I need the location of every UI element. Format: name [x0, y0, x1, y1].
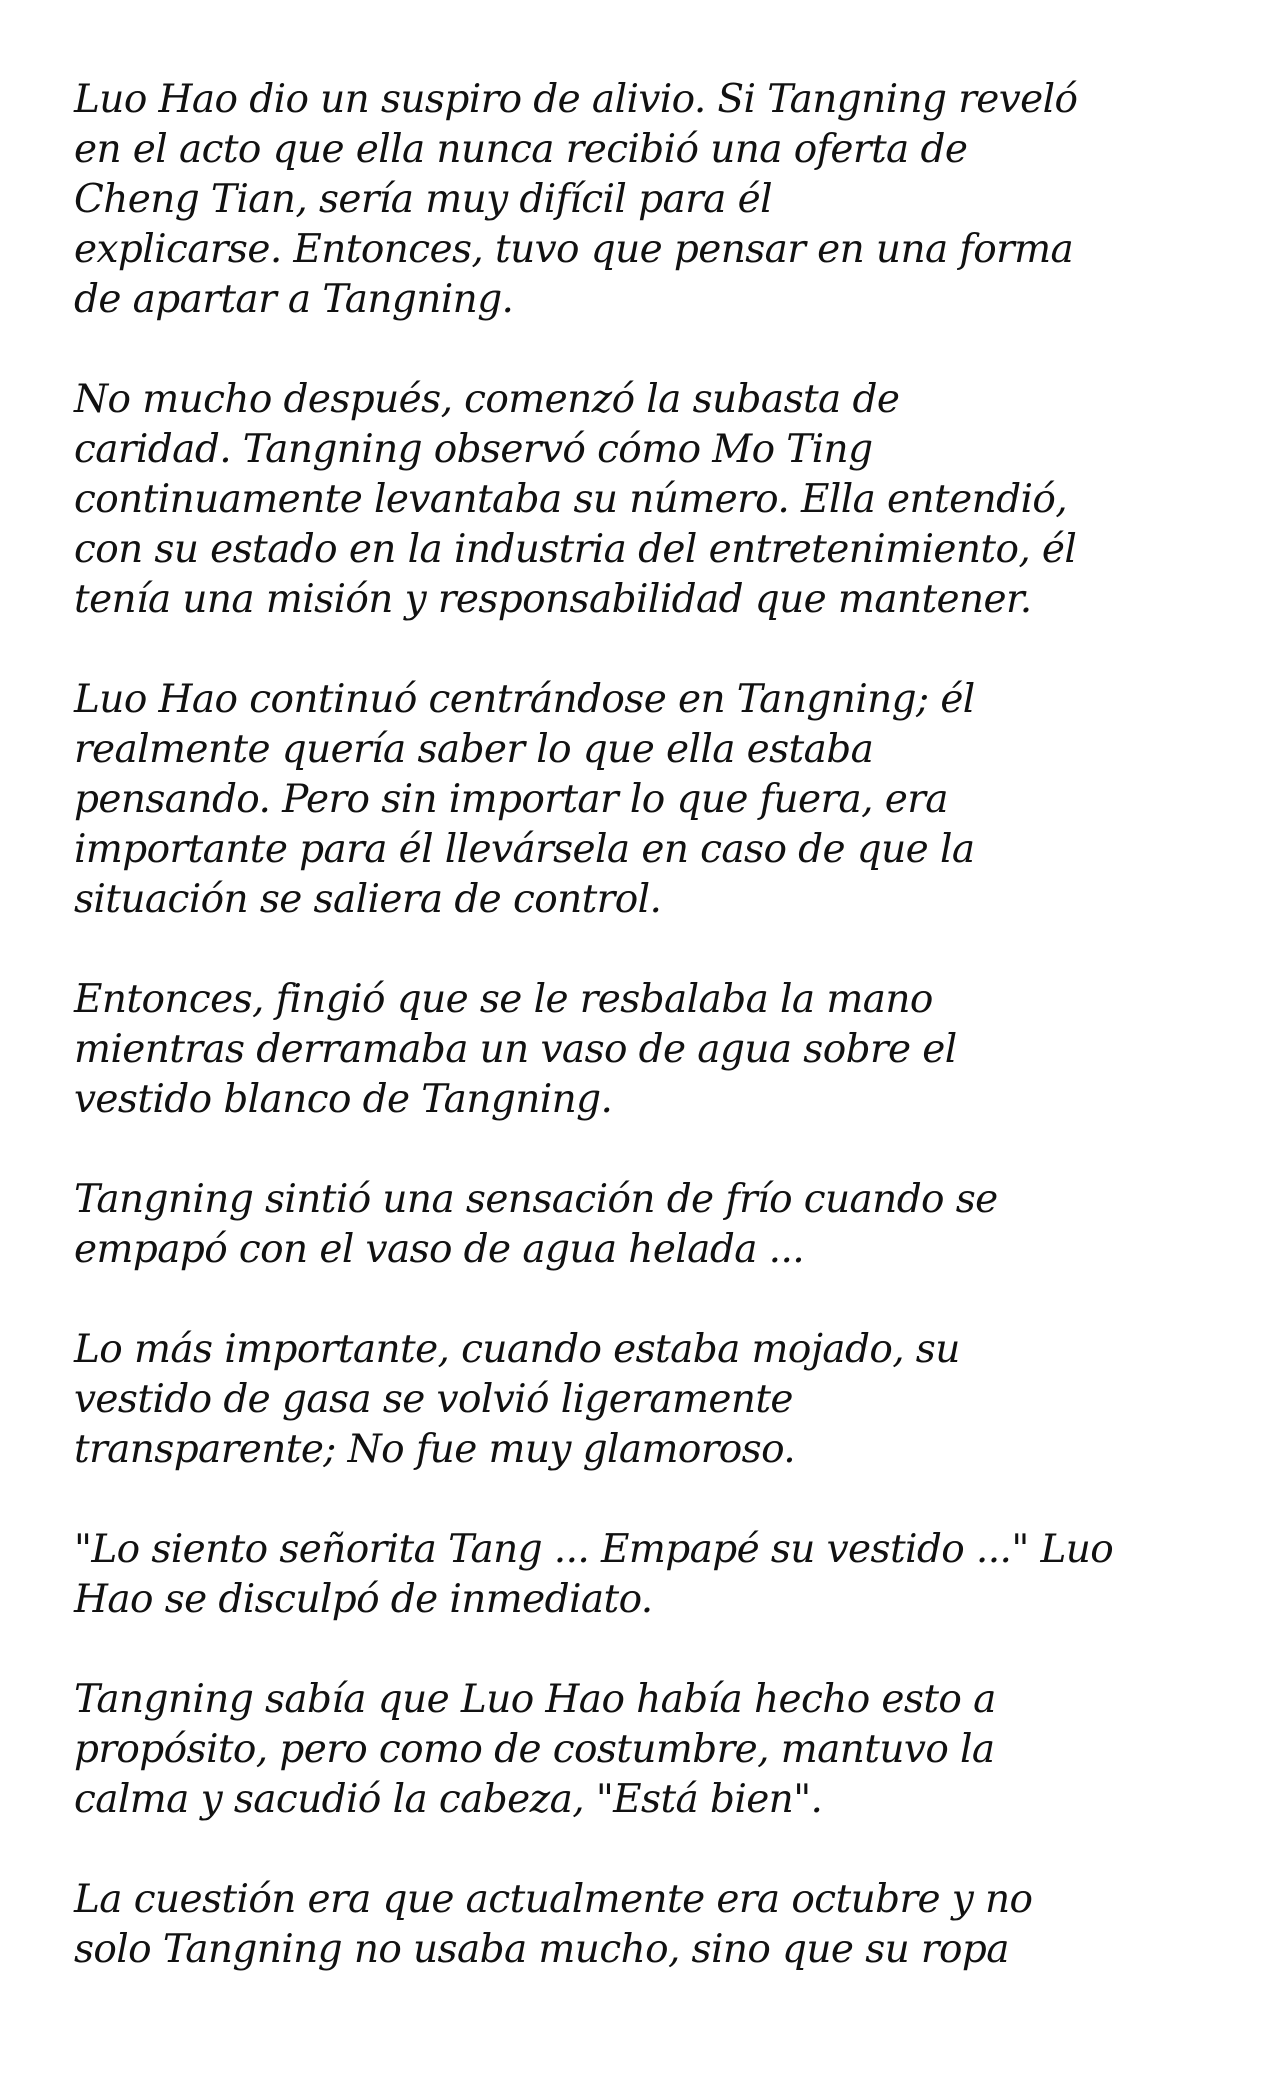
- paragraph-8: [74, 1675, 1234, 1825]
- text-line: situación se saliera de control.: [74, 877, 662, 922]
- text-line: pensando. Pero sin importar lo que fuera, era: [74, 777, 948, 822]
- text-line: continuamente levantaba su número. Ella entendió,: [74, 477, 1067, 522]
- text-line: vestido de gasa se volvió ligeramente: [74, 1377, 793, 1422]
- text-line: Luo Hao dio un suspiro de alivio. Si Tangning reveló: [74, 77, 1078, 122]
- text-line: Luo Hao continuó centrándose en Tangning; él: [74, 677, 975, 722]
- text-line: transparente; No fue muy glamoroso.: [74, 1427, 796, 1472]
- text-line: mientras derramaba un vaso de agua sobre el: [74, 1027, 957, 1072]
- paragraph-4: [74, 975, 1234, 1125]
- text-line: vestido blanco de Tangning.: [74, 1077, 613, 1122]
- text-line: propósito, pero como de costumbre, mantuvo la: [74, 1727, 995, 1772]
- text-line: Tangning sintió una sensación de frío cuando se: [74, 1177, 998, 1222]
- paragraph-2: [74, 375, 1234, 625]
- paragraph-5: [74, 1175, 1234, 1275]
- paragraph-1: [74, 75, 1234, 325]
- text-line: con su estado en la industria del entretenimiento, él: [74, 527, 1077, 572]
- text-line: en el acto que ella nunca recibió una oferta de: [74, 127, 968, 172]
- text-line: La cuestión era que actualmente era octubre y no: [74, 1877, 1033, 1922]
- text-line: explicarse. Entonces, tuvo que pensar en una forma: [74, 227, 1074, 272]
- text-line: realmente quería saber lo que ella estaba: [74, 727, 874, 772]
- text-line: tenía una misión y responsabilidad que mantener.: [74, 577, 1032, 622]
- paragraph-3: [74, 675, 1234, 925]
- text-line: caridad. Tangning observó cómo Mo Ting: [74, 427, 873, 472]
- text-line: Entonces, fingió que se le resbalaba la mano: [74, 977, 933, 1022]
- text-line: de apartar a Tangning.: [74, 277, 514, 322]
- text-line: Lo más importante, cuando estaba mojado, su: [74, 1327, 960, 1372]
- text-line: Tangning sabía que Luo Hao había hecho esto a: [74, 1677, 996, 1722]
- text-line: solo Tangning no usaba mucho, sino que su ropa: [74, 1927, 1009, 1972]
- paragraph-7: [74, 1525, 1234, 1625]
- text-line: importante para él llevársela en caso de que la: [74, 827, 975, 872]
- text-line: Hao se disculpó de inmediato.: [74, 1577, 653, 1622]
- text-line: calma y sacudió la cabeza, "Está bien".: [74, 1777, 823, 1822]
- paragraph-9: [74, 1875, 1234, 1975]
- paragraph-6: [74, 1325, 1234, 1475]
- text-line: Cheng Tian, sería muy difícil para él: [74, 177, 772, 222]
- text-line: empapó con el vaso de agua helada ...: [74, 1227, 805, 1272]
- text-line: No mucho después, comenzó la subasta de: [74, 377, 900, 422]
- text-line: "Lo siento señorita Tang ... Empapé su vestido ..." Luo: [74, 1527, 1114, 1572]
